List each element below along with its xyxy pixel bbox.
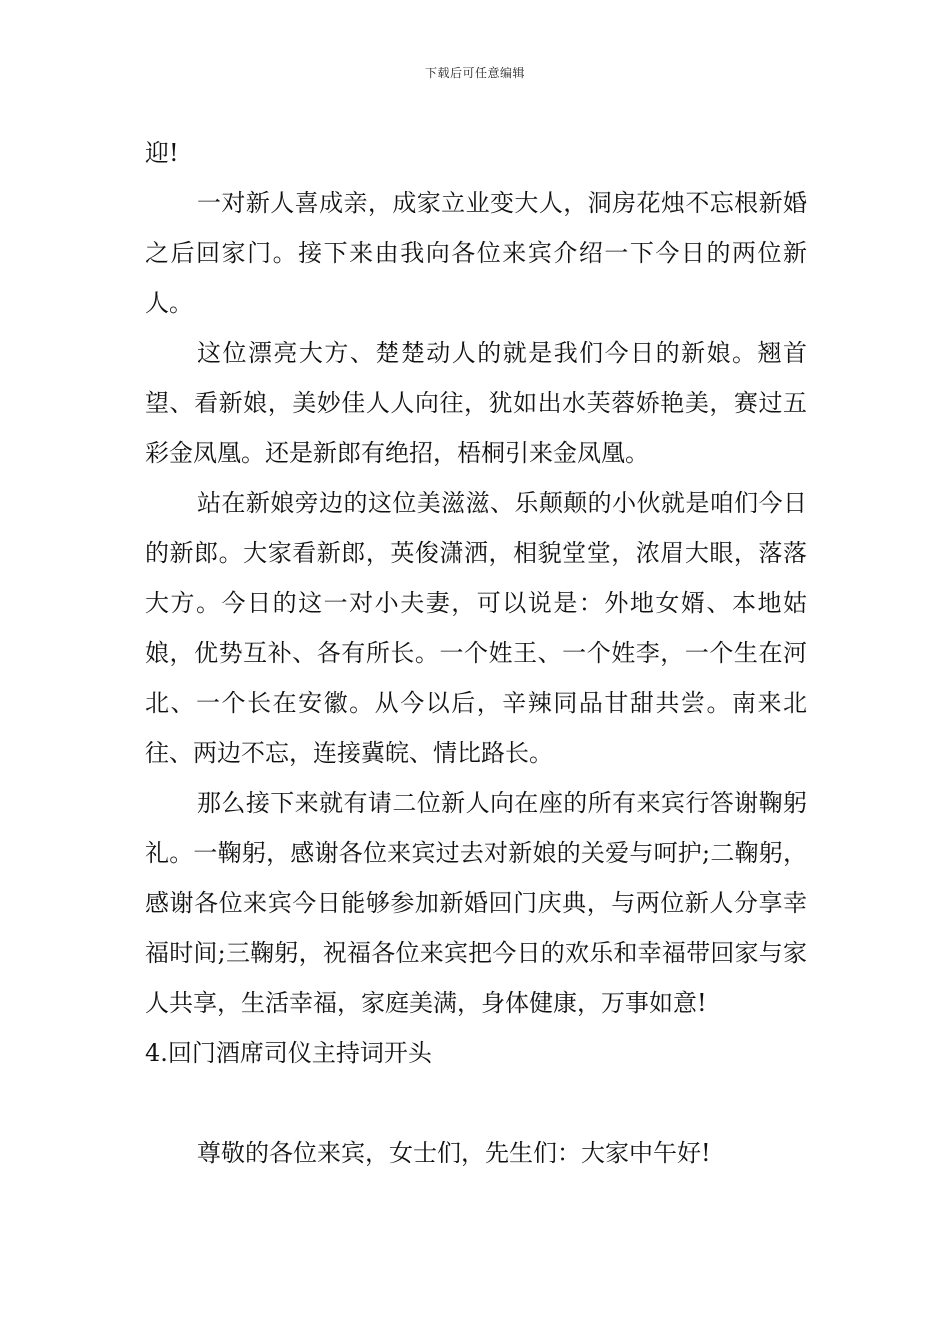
paragraph-continuation: 迎! [145, 139, 179, 167]
paragraph-newlyweds: 一对新人喜成亲，成家立业变大人，洞房花烛不忘根新婚之后回家门。接下来由我向各位来宾介绍一下今日的两位新人。 [145, 189, 807, 317]
blank-line [145, 1078, 807, 1128]
paragraph-groom: 站在新娘旁边的这位美滋滋、乐颠颠的小伙就是咱们今日的新郎。大家看新郎，英俊潇洒，相貌堂堂，浓眉大眼，落落大方。今日的这一对小夫妻，可以说是：外地女婿、本地姑娘，优势互补、各有所长。一个姓王、一个姓李，一个生在河北、一个长在安徽。从今以后，辛辣同品甘甜共尝。南来北往、两边不忘，连接冀皖、情比路长。 [145, 489, 807, 767]
page-header: 下载后可任意编辑 [424, 66, 525, 80]
document-body [145, 128, 807, 1178]
section-heading: 4.回门酒席司仪主持词开头 [145, 1039, 432, 1067]
paragraph-bride: 这位漂亮大方、楚楚动人的就是我们今日的新娘。翘首望、看新娘，美妙佳人人向往，犹如出水芙蓉娇艳美，赛过五彩金凤凰。还是新郎有绝招，梧桐引来金凤凰。 [145, 339, 807, 467]
paragraph-greeting: 尊敬的各位来宾，女士们，先生们：大家中午好! [197, 1139, 711, 1167]
paragraph-bow-ceremony: 那么接下来就有请二位新人向在座的所有来宾行答谢鞠躬礼。一鞠躬，感谢各位来宾过去对新娘的关爱与呵护;二鞠躬，感谢各位来宾今日能够参加新婚回门庆典，与两位新人分享幸福时间;三鞠躬，祝福各位来宾把今日的欢乐和幸福带回家与家人共享，生活幸福，家庭美满，身体健康，万事如意! [145, 789, 807, 1017]
